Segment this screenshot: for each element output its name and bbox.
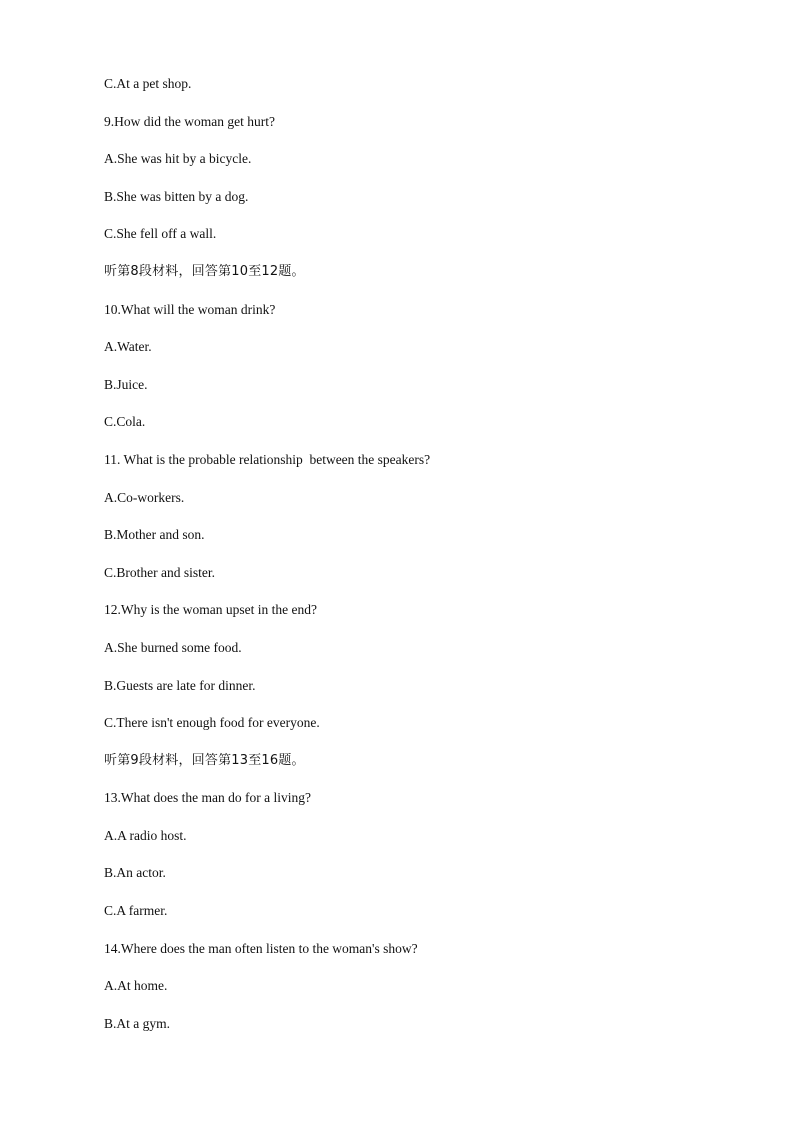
option-10a: A.Water. [104, 339, 152, 355]
option-8c: C.At a pet shop. [104, 76, 192, 91]
option-11b: B.Mother and son. [104, 527, 205, 543]
exam-text-block [104, 74, 744, 1051]
question-11: 11. What is the probable relationship between the speakers? [104, 451, 431, 467]
option-14b: B.At a gym. [104, 1015, 170, 1031]
option-13c: C.A farmer. [104, 903, 168, 919]
option-9a: A.She was hit by a bicycle. [104, 151, 252, 167]
question-10: 10.What will the woman drink? [104, 301, 276, 317]
option-12c: C.There isn't enough food for everyone. [104, 715, 320, 731]
section-heading-9: 听第9段材料，回答第13至16题。 [104, 752, 305, 768]
option-11a: A.Co-workers. [104, 489, 185, 505]
question-12: 12.Why is the woman upset in the end? [104, 602, 317, 618]
question-9: 9.How did the woman get hurt? [104, 113, 275, 129]
option-14a: A.At home. [104, 978, 168, 994]
option-10b: B.Juice. [104, 376, 148, 392]
question-14: 14.Where does the man often listen to the woman's show? [104, 940, 418, 956]
section-heading-8: 听第8段材料，回答第10至12题。 [104, 263, 305, 279]
question-13: 13.What does the man do for a living? [104, 790, 311, 806]
option-12a: A.She burned some food. [104, 639, 242, 655]
option-12b: B.Guests are late for dinner. [104, 677, 256, 693]
option-10c: C.Cola. [104, 414, 146, 430]
option-11c: C.Brother and sister. [104, 564, 215, 580]
option-9b: B.She was bitten by a dog. [104, 188, 249, 204]
option-13a: A.A radio host. [104, 827, 187, 843]
option-9c: C.She fell off a wall. [104, 226, 217, 242]
option-13b: B.An actor. [104, 865, 166, 881]
